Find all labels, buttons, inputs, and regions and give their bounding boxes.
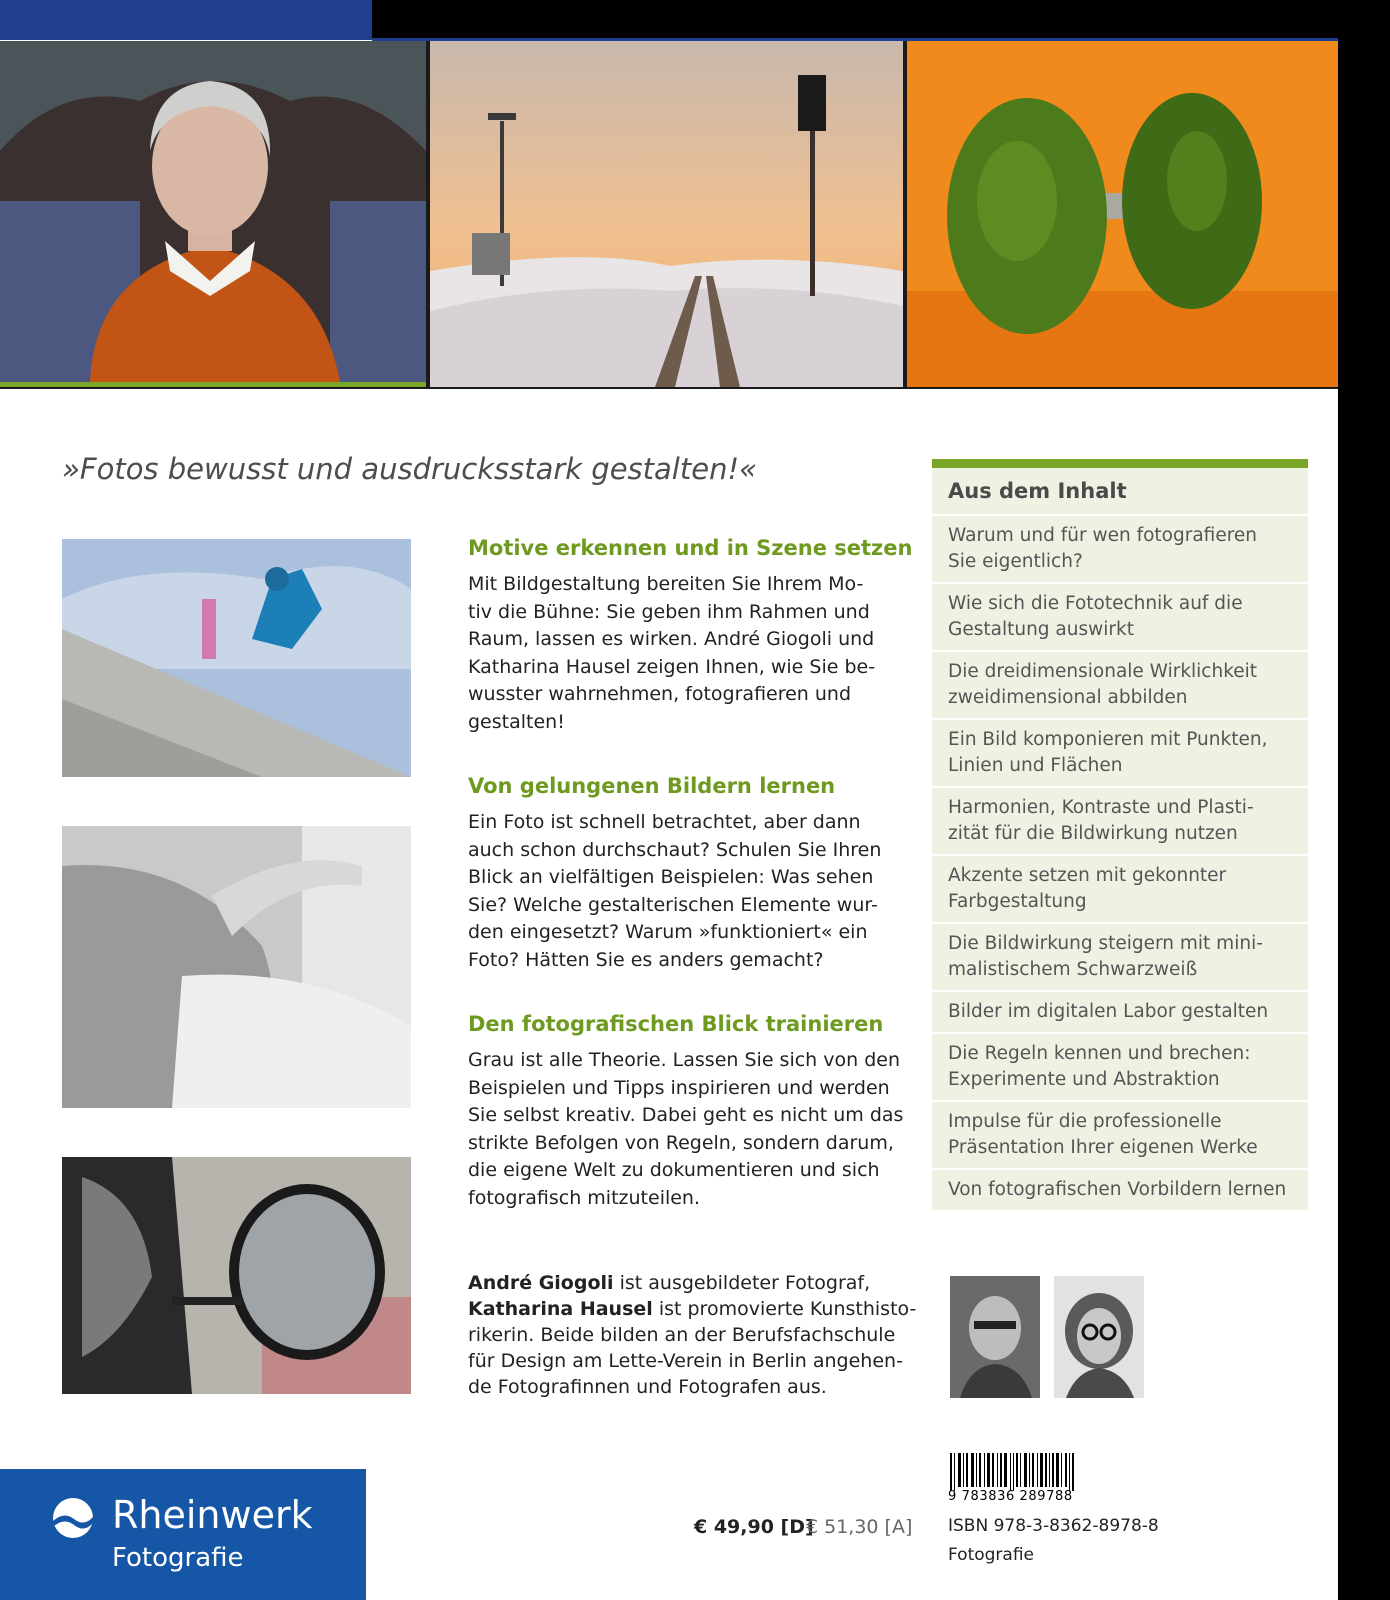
publisher-logo-box: [0, 1469, 366, 1600]
contents-item: Akzente setzen mit gekonnter Farbgestaltung: [932, 856, 1308, 924]
author-portrait: [1054, 1276, 1144, 1398]
contents-item: Harmonien, Kontraste und Plasti- zität für die Bildwirkung nutzen: [932, 788, 1308, 856]
publisher-series: Fotografie: [112, 1543, 244, 1573]
winter-railway-photo: [430, 41, 903, 387]
contents-item: Bilder im digitalen Labor gestalten: [932, 992, 1308, 1034]
contents-item: Von fotografischen Vorbildern lernen: [932, 1170, 1308, 1212]
author-name: André Giogoli: [468, 1272, 614, 1294]
author-portrait: [950, 1276, 1040, 1398]
section-title: Von gelungenen Bildern lernen: [468, 774, 836, 798]
price-germany: € 49,90 [D]: [694, 1516, 814, 1538]
section-body: Mit Bildgestaltung bereiten Sie Ihrem Mo- tiv die Bühne: Sie geben ihm Rahmen und Raum, lassen es wirken. André Giogoli und Katharina Hausel zeigen Ihnen, wie Sie be- wusster wahrnehmen, fotografieren und gestalten!: [468, 573, 876, 733]
publisher-name: Rheinwerk: [112, 1493, 313, 1537]
jumping-child-photo: [62, 539, 411, 777]
category-label: Fotografie: [948, 1545, 1035, 1565]
top-bar-blue-block: [0, 0, 372, 40]
contents-item: Impulse für die professionelle Präsentation Ihrer eigenen Werke: [932, 1102, 1308, 1170]
section-title: Den fotografischen Blick trainieren: [468, 1012, 884, 1036]
section-body: Grau ist alle Theorie. Lassen Sie sich von den Beispielen und Tipps inspirieren und werden Sie selbst kreativ. Dabei geht es nicht um das strikte Befolgen von Regeln, sondern darum, die eigene Welt zu dokumentieren und sich fotografisch mitzuteilen.: [468, 1049, 904, 1209]
tagline: »Fotos bewusst und ausdrucksstark gestalten!«: [62, 452, 757, 486]
photo-strip-bottom-rule: [0, 387, 1338, 389]
author-bio: André Giogoli ist ausgebildeter Fotograf, Katharina Hausel ist promovierte Kunsthisto- rikerin. Beide bilden an der Berufsfachschule für Design am Lette-Verein in Berlin angehen- de Fotografinnen und Fotografen aus.: [468, 1272, 917, 1398]
barcode-digits: 9 783836 289788: [948, 1489, 1073, 1504]
contents-box-accent: [932, 459, 1308, 468]
contents-heading: Aus dem Inhalt: [932, 468, 1308, 516]
contents-item: Warum und für wen fotografieren Sie eigentlich?: [932, 516, 1308, 584]
contents-item: Wie sich die Fototechnik auf die Gestaltung auswirkt: [932, 584, 1308, 652]
author-name: Katharina Hausel: [468, 1298, 653, 1320]
section-body: Ein Foto ist schnell betrachtet, aber dann auch schon durchschaut? Schulen Sie Ihren Blick an vielfältigen Beispielen: Was sehen Sie? Welche gestalterischen Elemente wur- den eingesetzt? Warum »funktioniert« ein Foto? Hätten Sie es anders gemacht?: [468, 811, 882, 971]
section-title: Motive erkennen und in Szene setzen: [468, 536, 913, 560]
isbn: ISBN 978-3-8362-8978-8: [948, 1516, 1159, 1536]
spinach-dumbbell-photo: [907, 41, 1338, 387]
publisher-logo-icon: [52, 1497, 94, 1539]
contents-item: Die Regeln kennen und brechen: Experimente und Abstraktion: [932, 1034, 1308, 1102]
portrait-photo: [0, 41, 426, 382]
contents-item: Die Bildwirkung steigern mit mini- malistischem Schwarzweiß: [932, 924, 1308, 992]
contents-box: [932, 459, 1308, 1212]
price-austria: € 51,30 [A]: [806, 1516, 913, 1538]
bw-figure-photo: [62, 826, 411, 1108]
contents-item: Die dreidimensionale Wirklichkeit zweidimensional abbilden: [932, 652, 1308, 720]
contents-item: Ein Bild komponieren mit Punkten, Linien und Flächen: [932, 720, 1308, 788]
scooter-mirror-photo: [62, 1157, 411, 1394]
